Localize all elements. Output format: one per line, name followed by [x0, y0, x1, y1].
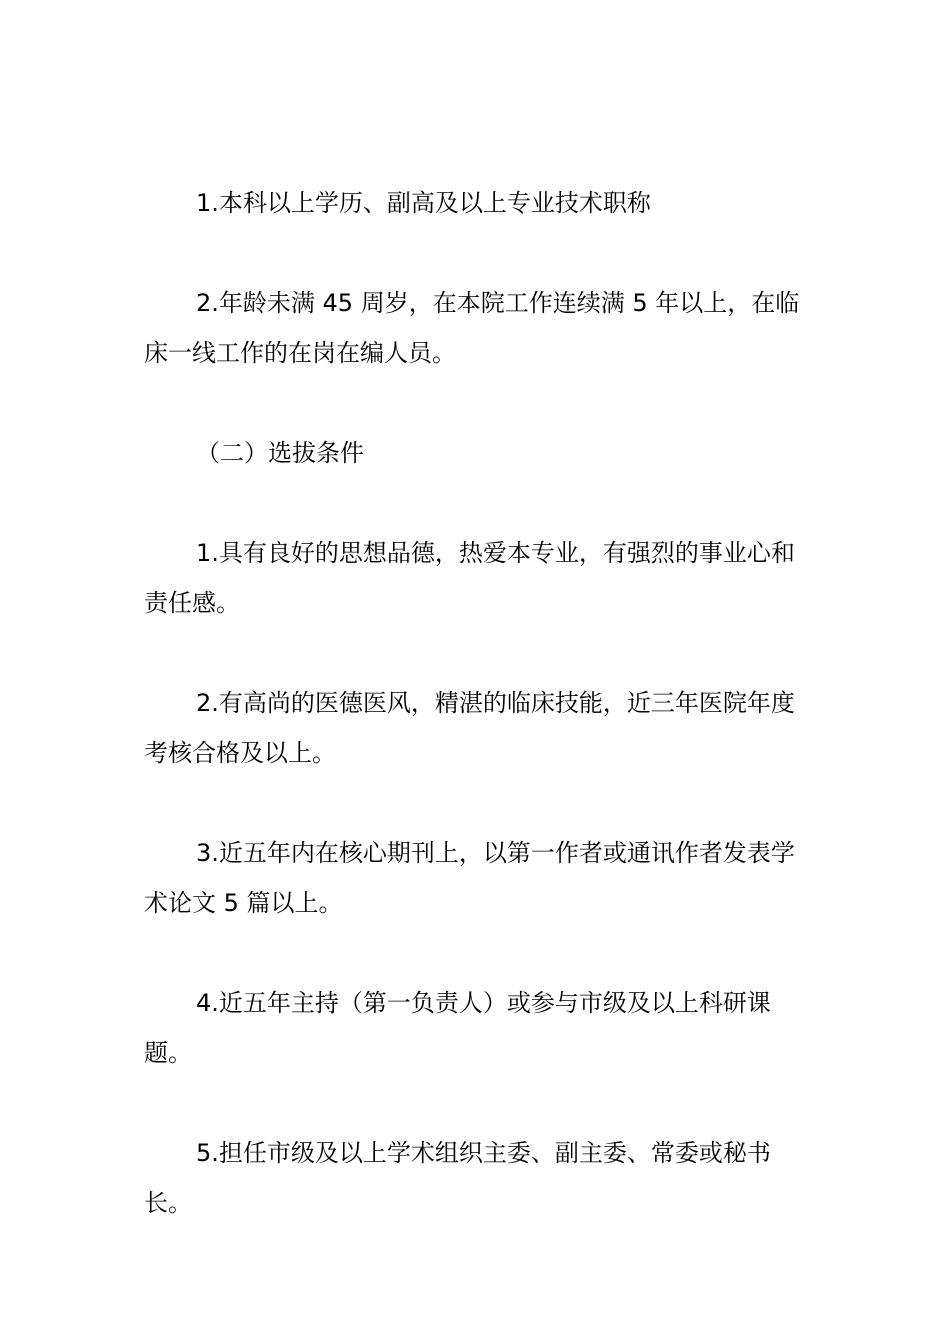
- condition-research-projects: 4.近五年主持（第一负责人）或参与市级及以上科研课题。: [144, 989, 771, 1067]
- condition-ethics: 1.具有良好的思想品德，热爱本专业，有强烈的事业心和责任感。: [144, 539, 795, 617]
- document-body: [144, 178, 808, 1228]
- condition-medical-ethics-skills: 2.有高尚的医德医风，精湛的临床技能，近三年医院年度考核合格及以上。: [144, 689, 795, 767]
- condition-publications: 3.近五年内在核心期刊上，以第一作者或通讯作者发表学术论文 5 篇以上。: [144, 839, 795, 917]
- condition-academic-roles: 5.担任市级及以上学术组织主委、副主委、常委或秘书长。: [144, 1139, 771, 1217]
- requirement-education-title: 1.本科以上学历、副高及以上专业技术职称: [196, 189, 651, 217]
- section-heading-selection-conditions: （二）选拔条件: [196, 439, 364, 467]
- requirement-age-service: 2.年龄未满 45 周岁，在本院工作连续满 5 年以上，在临床一线工作的在岗在编人员。: [144, 289, 800, 367]
